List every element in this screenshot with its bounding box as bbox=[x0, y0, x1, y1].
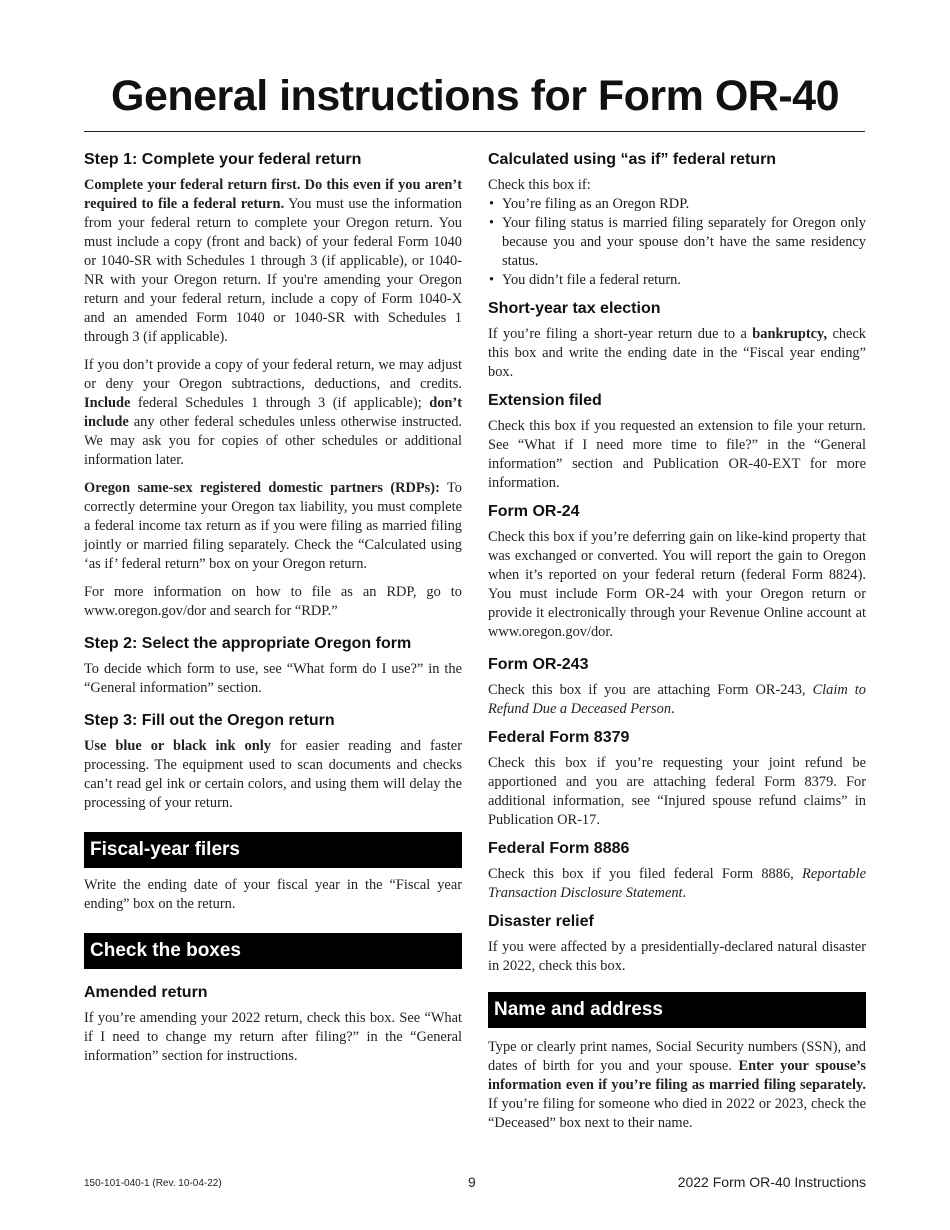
amended-return-heading: Amended return bbox=[84, 984, 208, 1001]
step3-p1-text: for easier reading and faster processing. The equipment used to scan documents and checks can’t read gel ink or certain colors, and using them will delay the processing of your return. bbox=[84, 738, 462, 811]
form-8886-p-a: Check this box if you filed federal Form 8886, bbox=[488, 866, 803, 882]
step1-paragraph-3 bbox=[84, 479, 462, 574]
step1-heading: Step 1: Complete your federal return bbox=[84, 151, 362, 168]
step1-p2-d: any other federal schedules unless otherwise instructed. We may ask you for copies of other schedules or additional information later. bbox=[84, 414, 462, 468]
page-title: General instructions for Form OR-40 bbox=[111, 72, 839, 120]
short-year-heading: Short-year tax election bbox=[488, 300, 661, 317]
list-item: • Your filing status is married filing separately for Oregon only because you and your spouse don’t have the same residency status. bbox=[488, 214, 866, 271]
or243-paragraph bbox=[488, 681, 866, 719]
step1-p1-bold: Complete your federal return first. Do this even if you aren’t required to file a federal return. bbox=[84, 177, 462, 212]
list-item: • You didn’t file a federal return. bbox=[488, 271, 866, 290]
as-if-heading: Calculated using “as if” federal return bbox=[488, 151, 777, 168]
step3-paragraph bbox=[84, 737, 462, 813]
short-year-paragraph bbox=[488, 325, 866, 382]
name-address-band: Name and address bbox=[488, 992, 866, 1028]
short-year-p-b: check this box and write the ending date in the “Fiscal year ending” box. bbox=[488, 326, 867, 380]
list-item: • You’re filing as an Oregon RDP. bbox=[488, 195, 866, 214]
form-8886-heading: Federal Form 8886 bbox=[488, 840, 630, 857]
short-year-p-bold: bankruptcy, bbox=[752, 326, 828, 342]
or243-p-a: Check this box if you are attaching Form OR-243, bbox=[488, 682, 813, 698]
step2-paragraph: To decide which form to use, see “What form do I use?” in the “General information” section. bbox=[84, 661, 462, 696]
form-8379-paragraph: Check this box if you’re requesting your joint refund be apportioned and you are attaching federal Form 8379. For additional information, see “Injured spouse refund claims” in Publication OR-17. bbox=[488, 755, 866, 828]
or24-paragraph: Check this box if you’re deferring gain on like-kind property that was exchanged or converted. You will report the gain to Oregon when it’s reported on your federal return (federal Form 8824). You must include Form OR-24 with your Oregon return or provide it electronically through your Revenue Online account at www.oregon.gov/dor. bbox=[488, 529, 866, 640]
step1-paragraph-2 bbox=[84, 356, 462, 470]
name-address-p-bold: Enter your spouse’s information even if you’re filing as married filing separately. bbox=[488, 1058, 867, 1093]
footer-form-code: 150-101-040-1 (Rev. 10-04-22) bbox=[84, 1178, 222, 1189]
step2-heading: Step 2: Select the appropriate Oregon form bbox=[84, 635, 412, 652]
as-if-intro: Check this box if: bbox=[488, 177, 591, 193]
left-column bbox=[84, 149, 462, 1066]
as-if-bullet-list bbox=[488, 195, 866, 290]
step1-p1-text: You must use the information from your federal return to complete your Oregon return. You must include a copy (front and back) of your federal Form 1040 or 1040-SR with Schedules 1 through 3 (if applicable), or 1040-NR with your Oregon return. If you're amending your Oregon return and your federal return, include a copy of Form 1040-X and an amended Form 1040 or 1040-SR with Schedules 1 through 3 (if applicable). bbox=[84, 196, 462, 345]
fiscal-year-band: Fiscal-year filers bbox=[84, 832, 462, 868]
disaster-relief-paragraph: If you were affected by a presidentially-declared natural disaster in 2022, check this box. bbox=[488, 939, 866, 974]
amended-return-paragraph: If you’re amending your 2022 return, check this box. See “What if I need to change my return after filing?” in the “General information” section for instructions. bbox=[84, 1010, 462, 1064]
short-year-p-a: If you’re filing a short-year return due to a bbox=[488, 326, 753, 342]
step3-heading: Step 3: Fill out the Oregon return bbox=[84, 712, 335, 729]
step1-p2-a: If you don’t provide a copy of your federal return, we may adjust or deny your Oregon subtractions, deductions, and credits. bbox=[84, 357, 462, 392]
step1-p3-bold: Oregon same-sex registered domestic partners (RDPs): bbox=[84, 480, 440, 496]
form-8886-p-italic: Reportable Transaction Disclosure Statement bbox=[488, 866, 866, 901]
disaster-relief-heading: Disaster relief bbox=[488, 913, 594, 930]
form-8886-p-b: . bbox=[682, 885, 687, 901]
step1-p2-c: federal Schedules 1 through 3 (if applicable); bbox=[130, 395, 430, 411]
or24-heading: Form OR-24 bbox=[488, 503, 580, 520]
form-8886-paragraph bbox=[488, 865, 866, 903]
title-rule bbox=[84, 131, 865, 132]
fiscal-year-paragraph: Write the ending date of your fiscal year in the “Fiscal year ending” box on the return. bbox=[84, 877, 462, 912]
step1-paragraph-4: For more information on how to file as an RDP, go to www.oregon.gov/dor and search for “RDP.” bbox=[84, 584, 462, 619]
extension-paragraph: Check this box if you requested an extension to file your return. See “What if I need more time to file?” in the “General information” section and Publication OR-40-EXT for more information. bbox=[488, 418, 866, 491]
extension-heading: Extension filed bbox=[488, 392, 602, 409]
or243-heading: Form OR-243 bbox=[488, 656, 589, 673]
or243-p-b: . bbox=[671, 701, 675, 717]
step1-p3-text: To correctly determine your Oregon tax liability, you must complete a federal income tax return as if you were filing as married filing jointly or married filing separately. Check the “Calculated using ‘as if’ federal return” box on your Oregon return. bbox=[84, 480, 462, 572]
name-address-p-b: If you’re filing for someone who died in 2022 or 2023, check the “Deceased” box next to their name. bbox=[488, 1096, 866, 1131]
step1-paragraph-1 bbox=[84, 176, 462, 347]
check-boxes-band: Check the boxes bbox=[84, 933, 462, 969]
name-address-paragraph bbox=[488, 1038, 866, 1133]
footer-page-number: 9 bbox=[468, 1174, 476, 1190]
name-address-p-a: Type or clearly print names, Social Security numbers (SSN), and dates of birth for you and your spouse. bbox=[488, 1039, 866, 1074]
step3-p1-bold: Use blue or black ink only bbox=[84, 738, 271, 754]
or243-p-italic: Claim to Refund Due a Deceased Person bbox=[488, 682, 867, 717]
footer-doc-title: 2022 Form OR-40 Instructions bbox=[677, 1174, 866, 1190]
step1-p2-bold-include: Include bbox=[84, 395, 131, 411]
right-column bbox=[488, 149, 866, 1133]
form-8379-heading: Federal Form 8379 bbox=[488, 729, 630, 746]
step1-p2-bold-dont-include: don’t include bbox=[84, 395, 462, 430]
